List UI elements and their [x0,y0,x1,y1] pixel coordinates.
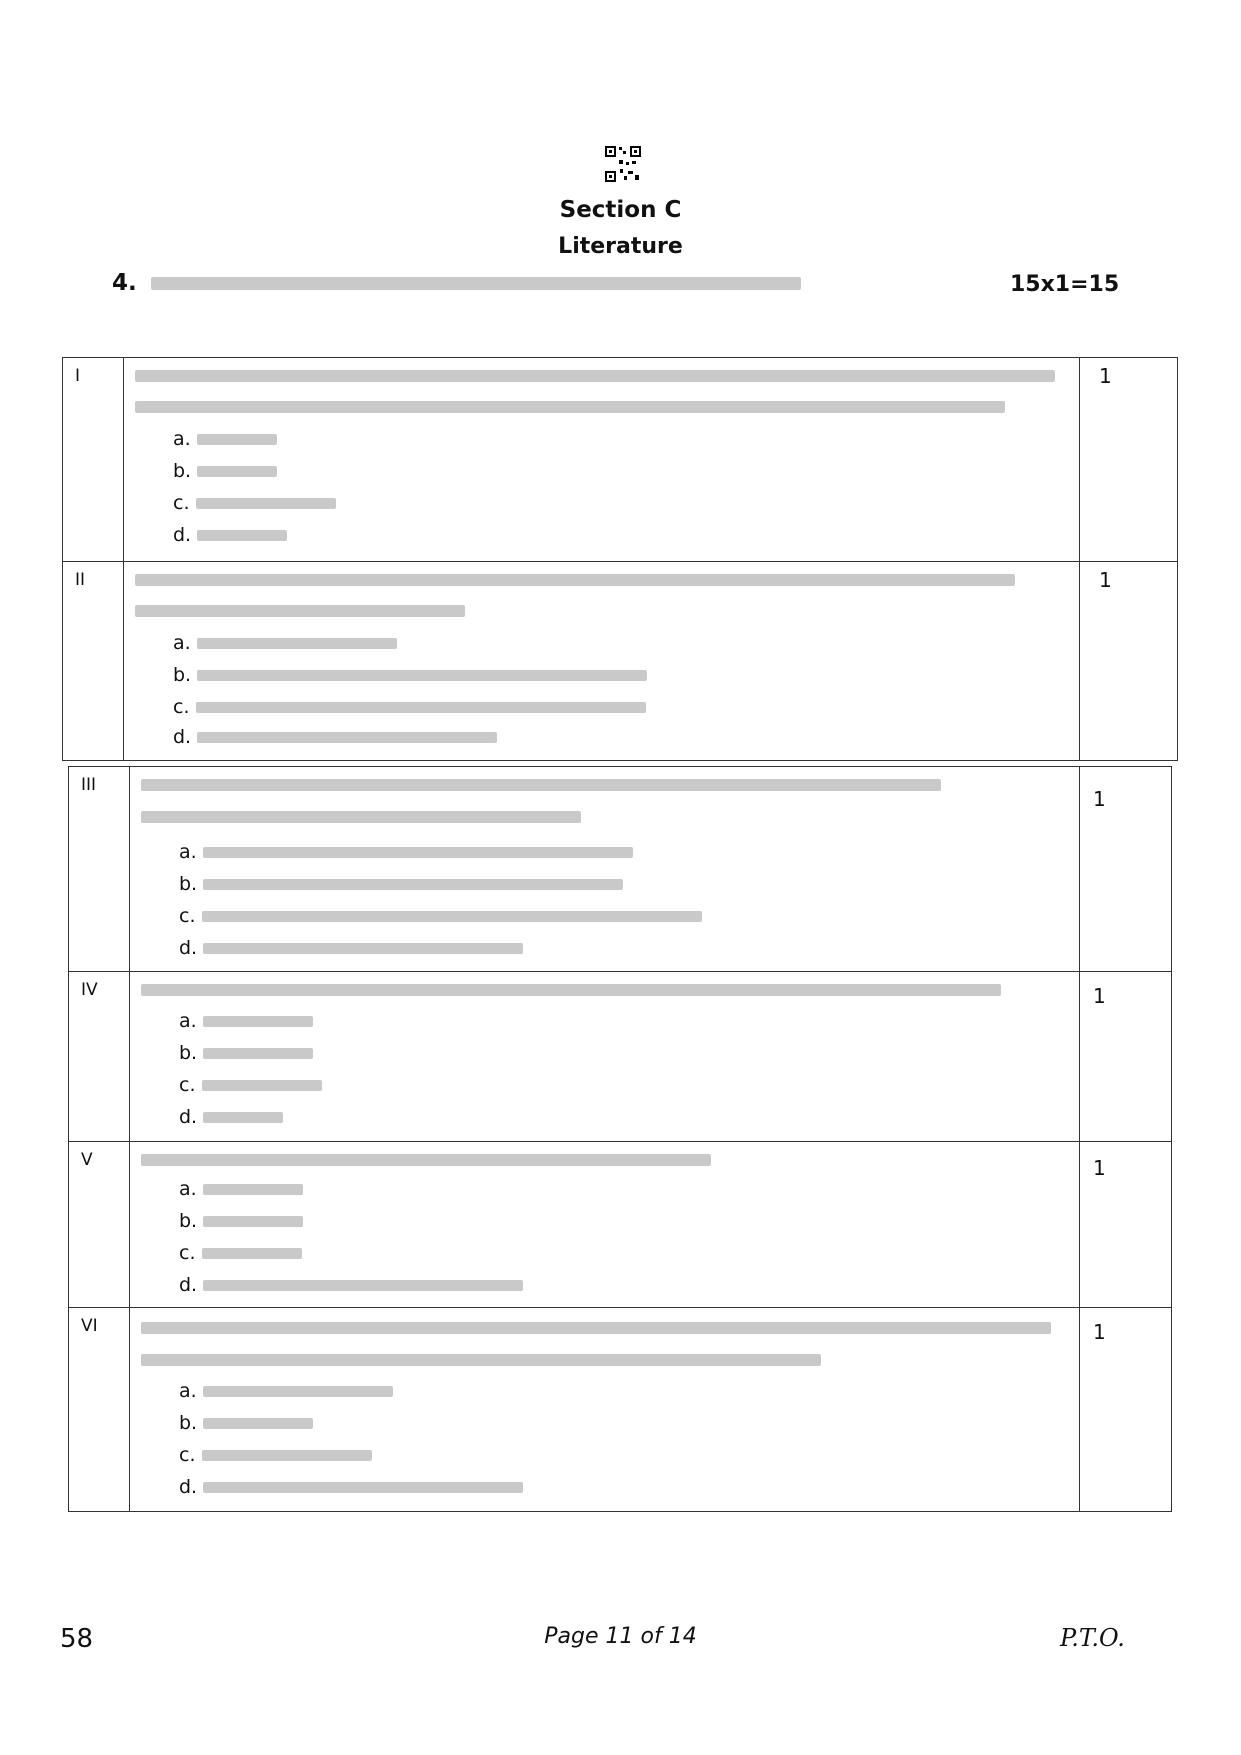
question-number-cell: II [75,570,86,590]
marks-cell: 1 [1093,984,1106,1008]
option-d: d. [179,1106,283,1128]
option-a: a. [173,632,397,654]
question-text [141,811,581,823]
question-row [69,971,1171,1141]
question-row [69,1141,1171,1307]
option-c: c. [179,1444,372,1466]
option-d: d. [179,937,523,959]
option-c: c. [173,492,336,514]
question-number-cell: V [81,1150,93,1170]
question-instruction [151,277,801,290]
option-d: d. [173,726,497,748]
question-text [141,779,941,791]
question-number-cell: III [81,775,97,795]
option-b: b. [173,460,277,482]
question-row [63,561,1177,761]
option-a: a. [179,1178,303,1200]
option-c: c. [179,905,702,927]
option-b: b. [179,1412,313,1434]
page-number: Page 11 of 14 [544,1624,697,1649]
question-text [135,370,1055,382]
question-table-block [68,766,1172,1512]
question-text [135,401,1005,413]
pto-marker: P.T.O. [1060,1624,1125,1652]
marks-cell: 1 [1099,568,1112,592]
option-b: b. [173,664,647,686]
marks-cell: 1 [1093,787,1106,811]
option-b: b. [179,1042,313,1064]
question-row [69,767,1171,971]
question-number-cell: I [75,366,81,386]
option-d: d. [179,1476,523,1498]
option-c: c. [179,1074,322,1096]
question-table-block [62,357,1178,761]
option-a: a. [179,1010,313,1032]
marks-total: 15x1=15 [1010,272,1120,297]
option-b: b. [179,873,623,895]
section-title: Section C [559,197,682,223]
option-d: d. [179,1274,523,1296]
question-text [135,605,465,617]
qr-code-icon [604,145,642,183]
question-text [141,984,1001,996]
question-number-cell: IV [81,980,98,1000]
marks-cell: 1 [1099,364,1112,388]
question-text [141,1322,1051,1334]
subject-heading: Literature [558,234,683,259]
question-text [141,1154,711,1166]
marks-cell: 1 [1093,1156,1106,1180]
option-a: a. [173,428,277,450]
paper-code: 58 [60,1624,94,1654]
question-number-cell: VI [81,1316,98,1336]
question-text [141,1354,821,1366]
option-d: d. [173,524,287,546]
option-c: c. [179,1242,302,1264]
option-a: a. [179,1380,393,1402]
option-b: b. [179,1210,303,1232]
question-number: 4. [112,270,137,296]
question-heading [112,270,801,296]
question-row [63,358,1177,561]
question-text [135,574,1015,586]
question-row [69,1307,1171,1512]
option-a: a. [179,841,633,863]
option-c: c. [173,696,646,718]
marks-cell: 1 [1093,1320,1106,1344]
